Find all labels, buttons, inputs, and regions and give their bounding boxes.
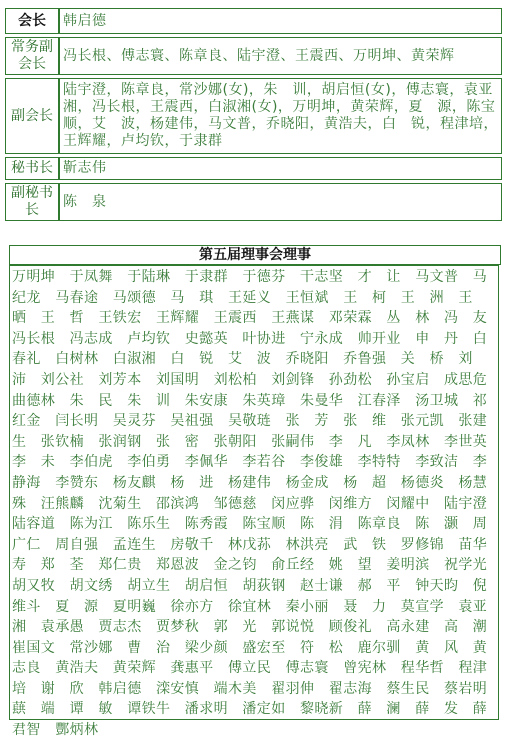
role-label: 副秘书长 xyxy=(5,183,59,221)
leader-row xyxy=(5,157,502,180)
leader-row xyxy=(5,183,502,221)
leadership-table xyxy=(5,5,502,224)
council-title: 第五届理事会理事 xyxy=(9,245,501,265)
council-members: 万明坤 于凤舞 于陆琳 于隶群 于德芬 干志坚 才 让 马文普 马纪龙 马春途 马颂德 马 琪 王延义 王恒斌 王 柯 王 洲 王 晒 王 哲 王铁宏 王辉耀 王震西 王燕谋 邓荣霖 丛 林 冯 友 冯长根 冯志成 卢均钦 史懿英 叶协进 宁永成 帅开业 申 丹 白春礼 白树林 白淑湘 白 锐 艾 波 乔晓阳 乔鲁强 关 桥 刘 沛 刘公社 刘芳本 刘国明 刘松柏 刘剑锋 孙劲松 孙宝启 成思危 曲德林 朱 民 朱 训 朱安康 朱英璋 朱曼华 江春泽 汤卫城 祁红金 闫长明 吴灵芬 吴祖强 吴敬琏 张 芳 张 维 张元凯 张建生 张钦楠 张润钢 张 密 张朝阳 张嗣伟 李 凡 李凤林 李世英 李 未 李伯虎 李伯勇 李佩华 李若谷 李俊雄 李特特 李致洁 李静海 李赞东 杨友麒 杨 进 杨建伟 杨金成 杨 超 杨德炎 杨慧殊 汪熊麟 沈菊生 邵滨鸿 邹德慈 闵应骅 闵维方 闵耀中 陆宇澄 陆容道 陈为江 陈乐生 陈秀霞 陈宝顺 陈 涓 陈章良 陈 灏 周广仁 周自强 孟连生 房敬千 林戊荪 林洪亮 武 铁 罗修锦 苗华寿 郑 荃 郑仁贵 郑恩波 金之钧 俞丘经 姚 望 姜明滨 祝学光 胡又牧 胡文绣 胡立生 胡启恒 胡荻钢 赵士谦 郝 平 钟天昀 倪维斗 夏 源 夏明巍 徐亦方 徐宜林 秦小丽 聂 力 莫宣学 袁亚湘 袁承愚 贾志杰 贾梦秋 郭 光 郭说悦 顾俊礼 高永建 高 潮 崔国文 常沙娜 曹 治 梁少颜 盛宏至 符 松 鹿尔驯 黄 风 黄志良 黄浩夫 黄荣辉 龚惠平 傅立民 傅志寰 曾宪林 程华哲 程津培 谢 欣 韩启德 滦安慎 端木美 翟羽伸 翟志海 蔡生民 蔡岩明 蕻 端 谭 敏 谭铁牛 潘求明 潘定如 黎晓新 薛 澜 薛 发 薛君智 酆炳林 xyxy=(9,265,499,720)
role-names: 陈 泉 xyxy=(59,183,502,221)
role-names: 陆宇澄，陈章良，常沙娜(女)，朱 训，胡启恒(女)，傅志寰，袁亚湘，冯长根，王震西，白淑湘(女)，万明坤，黄荣辉，夏 源，陈宝顺，艾 波，杨建伟，马文普，乔晓阳，黄浩夫，白 锐，程津培，王辉耀，卢均钦，于隶群 xyxy=(59,78,502,154)
leader-row xyxy=(5,78,502,154)
leader-row xyxy=(5,8,502,34)
role-names: 韩启德 xyxy=(59,8,502,34)
role-label: 会长 xyxy=(5,8,59,34)
role-label: 副会长 xyxy=(5,78,59,154)
role-label: 秘书长 xyxy=(5,157,59,180)
role-names: 冯长根、傅志寰、陈章良、陆宇澄、王震西、万明坤、黄荣辉 xyxy=(59,37,502,75)
leader-row xyxy=(5,37,502,75)
role-label: 常务副会长 xyxy=(5,37,59,75)
role-names: 靳志伟 xyxy=(59,157,502,180)
